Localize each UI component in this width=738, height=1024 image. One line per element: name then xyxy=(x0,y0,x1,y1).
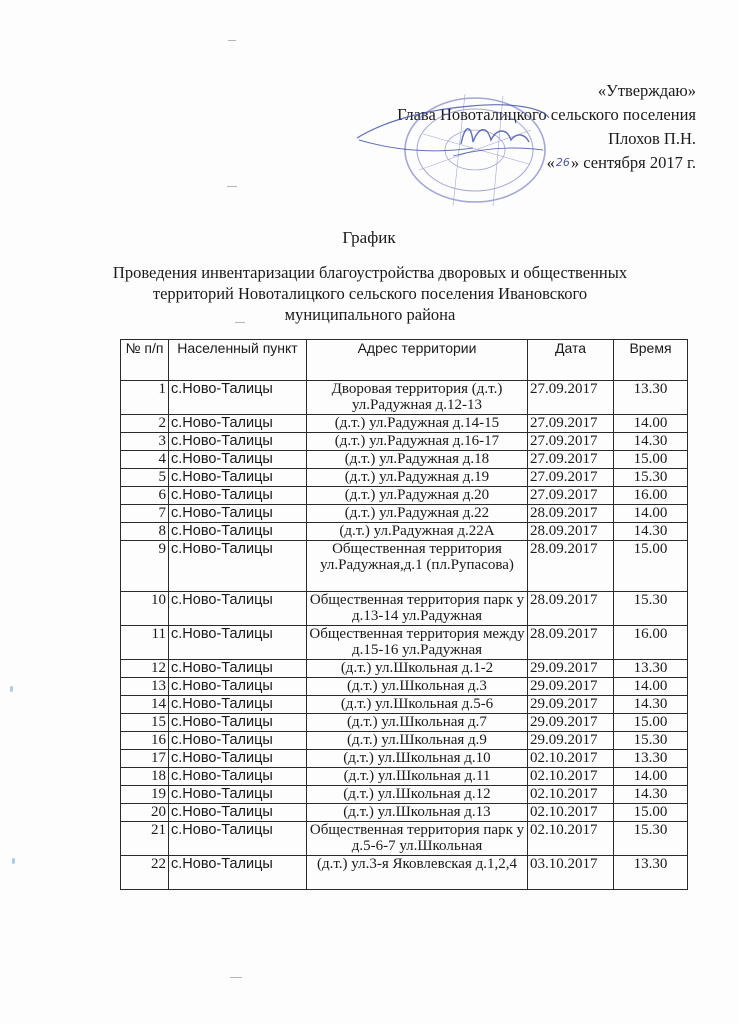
row-number: 17 xyxy=(121,750,169,768)
row-settlement: с.Ново-Талицы xyxy=(169,415,307,433)
header-number: № п/п xyxy=(121,340,169,381)
row-address: (д.т.) ул.Радужная д.14-15 xyxy=(307,415,528,433)
row-settlement: с.Ново-Талицы xyxy=(169,541,307,592)
row-settlement: с.Ново-Талицы xyxy=(169,660,307,678)
row-settlement: с.Ново-Талицы xyxy=(169,804,307,822)
header-time: Время xyxy=(614,340,688,381)
document-subtitle: Проведения инвентаризации благоустройства дворовых и общественных территорий Новоталицкого сельского поселения Ивановского муниципального района xyxy=(112,263,628,324)
row-settlement: с.Ново-Талицы xyxy=(169,732,307,750)
table-row xyxy=(121,822,688,856)
row-settlement: с.Ново-Талицы xyxy=(169,469,307,487)
row-address: (д.т.) ул.Школьная д.3 xyxy=(307,678,528,696)
row-number: 8 xyxy=(121,523,169,541)
row-date: 29.09.2017 xyxy=(528,696,614,714)
row-address: (д.т.) ул.Школьная д.12 xyxy=(307,786,528,804)
approval-date-open: « xyxy=(546,153,555,172)
row-time: 14.00 xyxy=(614,415,688,433)
row-number: 9 xyxy=(121,541,169,592)
row-time: 15.30 xyxy=(614,469,688,487)
table-header-row xyxy=(121,340,688,381)
row-address: Общественная территория ул.Радужная,д.1 (пл.Рупасова) xyxy=(307,541,528,592)
row-address: (д.т.) ул.Школьная д.1-2 xyxy=(307,660,528,678)
row-date: 27.09.2017 xyxy=(528,469,614,487)
row-settlement: с.Ново-Талицы xyxy=(169,381,307,415)
row-settlement: с.Ново-Талицы xyxy=(169,592,307,626)
approval-position: Глава Новоталицкого сельского поселения xyxy=(397,105,696,124)
row-time: 15.30 xyxy=(614,822,688,856)
row-number: 15 xyxy=(121,714,169,732)
row-settlement: с.Ново-Талицы xyxy=(169,523,307,541)
row-settlement: с.Ново-Талицы xyxy=(169,433,307,451)
row-address: Общественная территория парк у д.13-14 ул.Радужная xyxy=(307,592,528,626)
row-time: 14.00 xyxy=(614,678,688,696)
table-row xyxy=(121,768,688,786)
row-settlement: с.Ново-Талицы xyxy=(169,714,307,732)
table-row xyxy=(121,469,688,487)
row-settlement: с.Ново-Талицы xyxy=(169,696,307,714)
row-address: (д.т.) ул.Радужная д.16-17 xyxy=(307,433,528,451)
row-number: 22 xyxy=(121,856,169,890)
row-time: 13.30 xyxy=(614,856,688,890)
row-number: 5 xyxy=(121,469,169,487)
table-row xyxy=(121,678,688,696)
schedule-table xyxy=(120,339,688,890)
row-address: (д.т.) ул.Школьная д.11 xyxy=(307,768,528,786)
header-settlement: Населенный пункт xyxy=(169,340,307,381)
table-row xyxy=(121,696,688,714)
row-date: 28.09.2017 xyxy=(528,541,614,592)
document-title: График xyxy=(342,228,396,247)
row-date: 03.10.2017 xyxy=(528,856,614,890)
row-time: 14.30 xyxy=(614,433,688,451)
row-address: (д.т.) ул.Радужная д.20 xyxy=(307,487,528,505)
table-row xyxy=(121,541,688,592)
row-time: 14.00 xyxy=(614,505,688,523)
row-number: 21 xyxy=(121,822,169,856)
table-row xyxy=(121,732,688,750)
approval-date-day-handwritten: 26 xyxy=(555,156,570,169)
row-settlement: с.Ново-Талицы xyxy=(169,626,307,660)
scan-artifact xyxy=(230,977,242,978)
row-settlement: с.Ново-Талицы xyxy=(169,786,307,804)
row-settlement: с.Ново-Талицы xyxy=(169,750,307,768)
row-date: 27.09.2017 xyxy=(528,381,614,415)
row-time: 15.30 xyxy=(614,592,688,626)
row-date: 02.10.2017 xyxy=(528,750,614,768)
table-row xyxy=(121,750,688,768)
row-number: 2 xyxy=(121,415,169,433)
row-date: 29.09.2017 xyxy=(528,732,614,750)
row-address: (д.т.) ул.Школьная д.13 xyxy=(307,804,528,822)
row-time: 15.00 xyxy=(614,451,688,469)
row-number: 16 xyxy=(121,732,169,750)
row-time: 13.30 xyxy=(614,660,688,678)
row-number: 19 xyxy=(121,786,169,804)
row-settlement: с.Ново-Талицы xyxy=(169,678,307,696)
row-date: 02.10.2017 xyxy=(528,768,614,786)
row-date: 02.10.2017 xyxy=(528,786,614,804)
scan-artifact xyxy=(10,686,13,692)
row-date: 02.10.2017 xyxy=(528,822,614,856)
row-time: 14.30 xyxy=(614,696,688,714)
row-address: (д.т.) ул.Радужная д.18 xyxy=(307,451,528,469)
row-date: 27.09.2017 xyxy=(528,433,614,451)
table-row xyxy=(121,505,688,523)
table-row xyxy=(121,660,688,678)
row-time: 14.30 xyxy=(614,786,688,804)
row-time: 14.00 xyxy=(614,768,688,786)
row-number: 18 xyxy=(121,768,169,786)
table-row xyxy=(121,714,688,732)
table-row xyxy=(121,381,688,415)
row-number: 20 xyxy=(121,804,169,822)
row-time: 14.30 xyxy=(614,523,688,541)
row-time: 16.00 xyxy=(614,626,688,660)
row-settlement: с.Ново-Талицы xyxy=(169,768,307,786)
row-number: 4 xyxy=(121,451,169,469)
row-time: 15.00 xyxy=(614,541,688,592)
approval-block xyxy=(397,79,696,175)
row-address: (д.т.) ул.Радужная д.22 xyxy=(307,505,528,523)
row-date: 29.09.2017 xyxy=(528,678,614,696)
row-address: (д.т.) ул.Школьная д.7 xyxy=(307,714,528,732)
row-time: 15.30 xyxy=(614,732,688,750)
table-row xyxy=(121,451,688,469)
row-address: (д.т.) ул.Школьная д.9 xyxy=(307,732,528,750)
approval-date xyxy=(397,151,696,175)
table-row xyxy=(121,804,688,822)
row-settlement: с.Ново-Талицы xyxy=(169,505,307,523)
row-address: (д.т.) ул.Школьная д.5-6 xyxy=(307,696,528,714)
row-date: 27.09.2017 xyxy=(528,451,614,469)
row-settlement: с.Ново-Талицы xyxy=(169,487,307,505)
header-date: Дата xyxy=(528,340,614,381)
row-address: (д.т.) ул.Школьная д.10 xyxy=(307,750,528,768)
row-date: 29.09.2017 xyxy=(528,660,614,678)
row-date: 28.09.2017 xyxy=(528,592,614,626)
table-row xyxy=(121,592,688,626)
approval-heading: «Утверждаю» xyxy=(597,81,696,100)
row-date: 29.09.2017 xyxy=(528,714,614,732)
row-number: 14 xyxy=(121,696,169,714)
row-time: 15.00 xyxy=(614,804,688,822)
table-row xyxy=(121,523,688,541)
row-number: 13 xyxy=(121,678,169,696)
table-row xyxy=(121,626,688,660)
table-row xyxy=(121,433,688,451)
scan-artifact xyxy=(228,40,236,41)
row-date: 27.09.2017 xyxy=(528,415,614,433)
table-row xyxy=(121,487,688,505)
row-address: Общественная территория парк у д.5-6-7 ул.Школьная xyxy=(307,822,528,856)
row-date: 27.09.2017 xyxy=(528,487,614,505)
row-address: Дворовая территория (д.т.) ул.Радужная д.12-13 xyxy=(307,381,528,415)
approval-date-rest: » сентября 2017 г. xyxy=(570,153,696,172)
approval-signatory: Плохов П.Н. xyxy=(608,129,696,148)
table-row xyxy=(121,856,688,890)
scan-artifact xyxy=(12,858,15,864)
table-row xyxy=(121,415,688,433)
row-date: 28.09.2017 xyxy=(528,626,614,660)
row-address: (д.т.) ул.Радужная д.22А xyxy=(307,523,528,541)
header-address: Адрес территории xyxy=(307,340,528,381)
row-settlement: с.Ново-Талицы xyxy=(169,856,307,890)
row-number: 1 xyxy=(121,381,169,415)
row-date: 02.10.2017 xyxy=(528,804,614,822)
row-time: 16.00 xyxy=(614,487,688,505)
row-date: 28.09.2017 xyxy=(528,505,614,523)
scan-artifact xyxy=(235,322,245,323)
row-number: 11 xyxy=(121,626,169,660)
row-number: 7 xyxy=(121,505,169,523)
scan-artifact xyxy=(227,186,237,187)
row-number: 3 xyxy=(121,433,169,451)
table-row xyxy=(121,786,688,804)
row-number: 10 xyxy=(121,592,169,626)
row-address: (д.т.) ул.3-я Яковлевская д.1,2,4 xyxy=(307,856,528,890)
row-number: 12 xyxy=(121,660,169,678)
row-date: 28.09.2017 xyxy=(528,523,614,541)
row-settlement: с.Ново-Талицы xyxy=(169,451,307,469)
row-time: 15.00 xyxy=(614,714,688,732)
row-time: 13.30 xyxy=(614,750,688,768)
row-number: 6 xyxy=(121,487,169,505)
row-address: (д.т.) ул.Радужная д.19 xyxy=(307,469,528,487)
row-time: 13.30 xyxy=(614,381,688,415)
row-settlement: с.Ново-Талицы xyxy=(169,822,307,856)
row-address: Общественная территория между д.15-16 ул.Радужная xyxy=(307,626,528,660)
